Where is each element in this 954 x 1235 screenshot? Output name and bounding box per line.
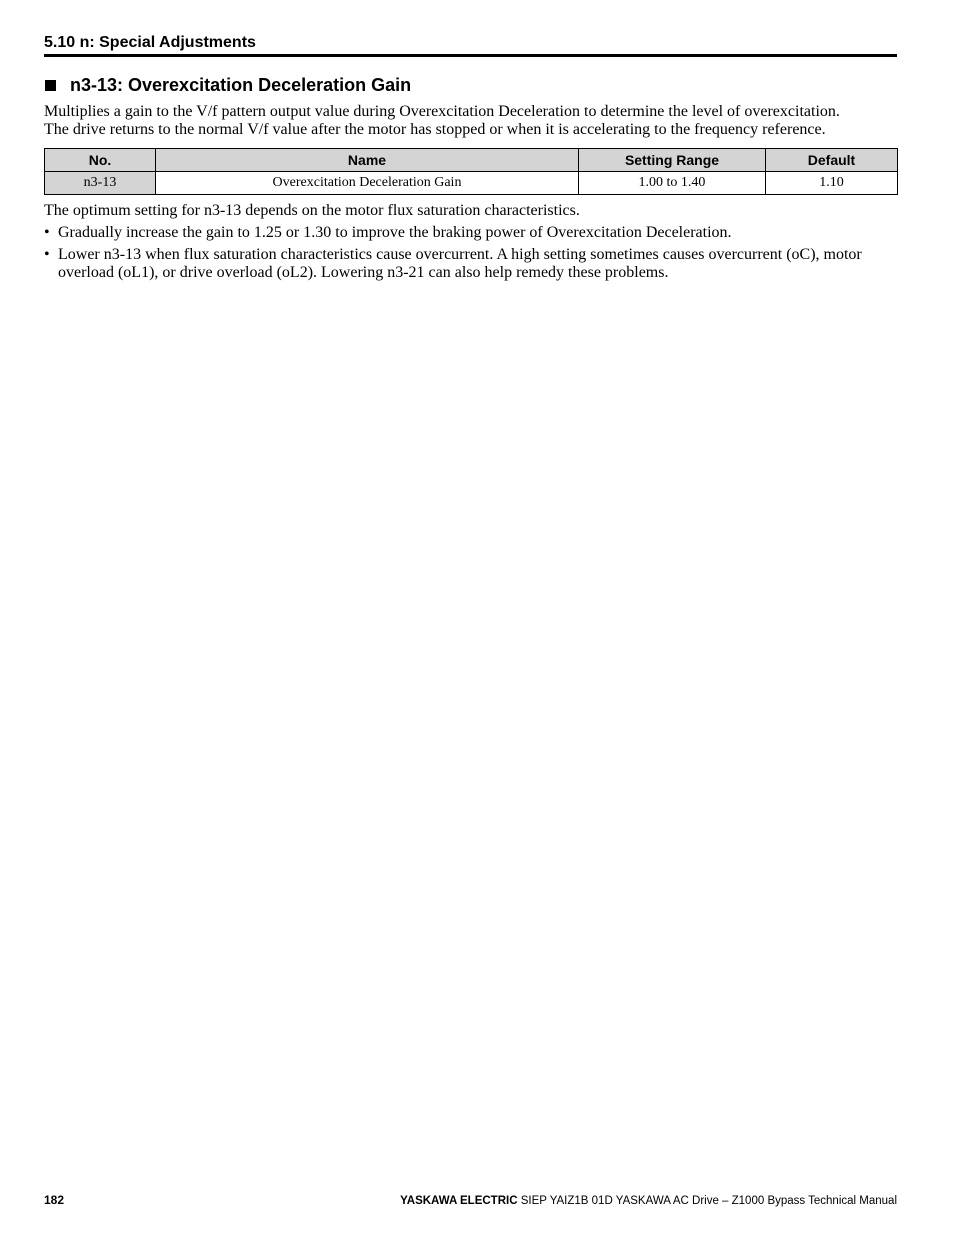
list-item (44, 224, 900, 242)
cell-setting-range: 1.00 to 1.40 (579, 172, 766, 195)
table-row (45, 172, 898, 195)
header-no: No. (45, 149, 156, 172)
intro-paragraph (44, 103, 900, 139)
list-item-text: Lower n3-13 when flux saturation characteristics cause overcurrent. A high setting sometimes causes overcurrent (oC), motor overload (oL1), or drive overload (oL2). Lowering n3-21 can also help remedy these problems. (58, 246, 862, 281)
parameter-heading-text: n3-13: Overexcitation Deceleration Gain (70, 75, 412, 95)
parameter-table (44, 148, 898, 195)
cell-no: n3-13 (45, 172, 156, 195)
table-header-row (45, 149, 898, 172)
body-paragraph: The optimum setting for n3-13 depends on the motor flux saturation characteristics. (44, 202, 580, 219)
bullet-icon: • (44, 224, 50, 241)
intro-line-1: Multiplies a gain to the V/f pattern output value during Overexcitation Deceleration to determine the level of overexcitation. (44, 103, 840, 120)
cell-default: 1.10 (766, 172, 898, 195)
footer-brand: YASKAWA ELECTRIC (400, 1195, 518, 1207)
header-setting-range: Setting Range (579, 149, 766, 172)
section-header-title: 5.10 n: Special Adjustments (44, 34, 256, 51)
list-item (44, 246, 900, 282)
cell-name: Overexcitation Deceleration Gain (156, 172, 579, 195)
bullet-icon: • (44, 246, 50, 263)
header-default: Default (766, 149, 898, 172)
parameter-heading (44, 74, 411, 96)
footer-manual-name: SIEP YAIZ1B 01D YASKAWA AC Drive – Z1000 Bypass Technical Manual (517, 1195, 897, 1207)
black-square-icon (45, 80, 56, 91)
header-divider (44, 54, 897, 57)
footer-manual-title (400, 1193, 897, 1209)
intro-line-2: The drive returns to the normal V/f value after the motor has stopped or when it is accelerating to the frequency reference. (44, 121, 826, 138)
list-item-text: Gradually increase the gain to 1.25 or 1.30 to improve the braking power of Overexcitation Deceleration. (58, 224, 732, 241)
body-content (44, 202, 900, 286)
page-number: 182 (44, 1193, 65, 1207)
header-name: Name (156, 149, 579, 172)
